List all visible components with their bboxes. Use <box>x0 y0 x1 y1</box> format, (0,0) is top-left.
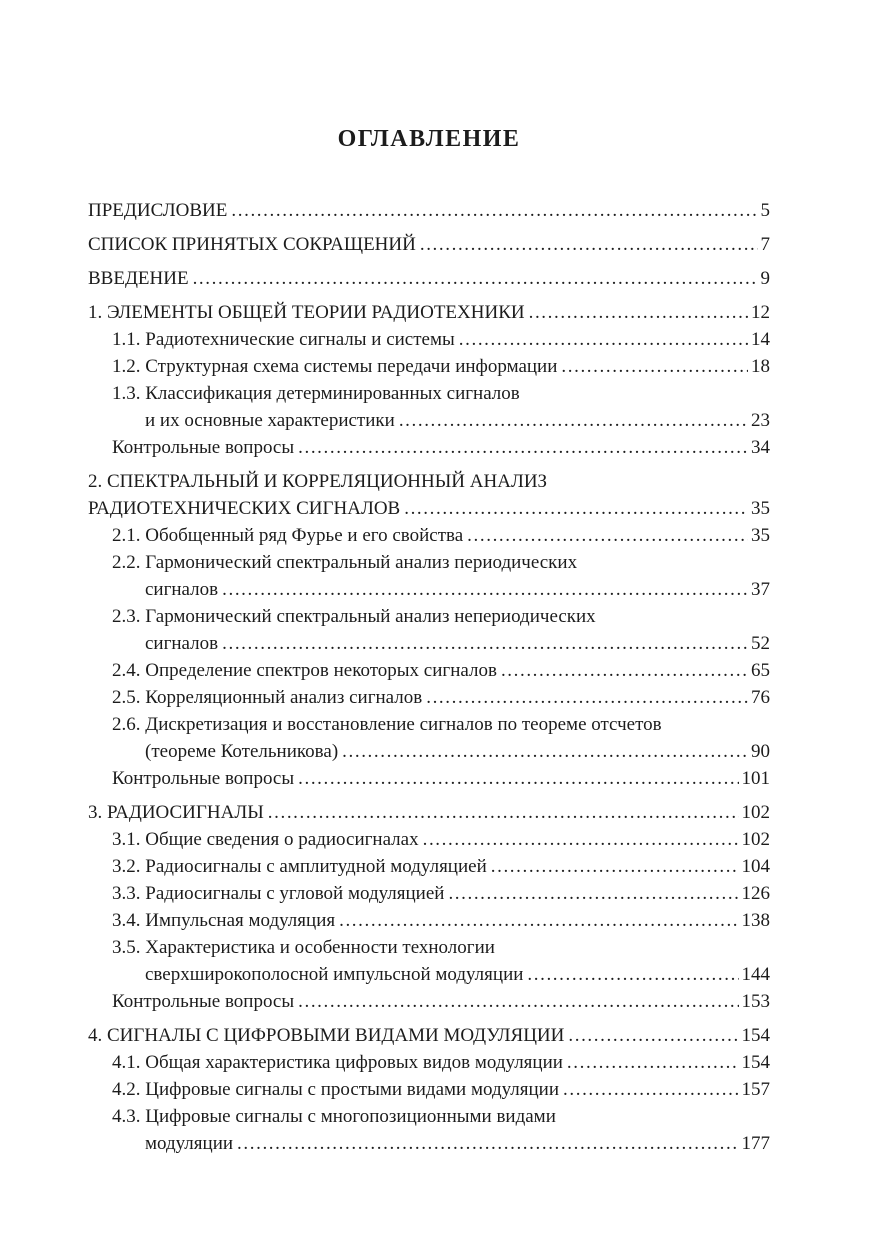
toc-entry <box>88 934 770 961</box>
toc-entry-text: сверхширокополосной импульсной модуляции <box>145 964 524 985</box>
dot-leader <box>268 799 739 826</box>
toc-page-number: 35 <box>751 525 770 546</box>
toc-entry-text: Контрольные вопросы <box>112 991 295 1012</box>
toc-entry-text: 2.1. Обобщенный ряд Фурье и его свойства <box>112 525 464 546</box>
toc-entry <box>88 549 770 576</box>
toc-page-number: 35 <box>751 498 770 519</box>
toc-entry-text: 4.1. Общая характеристика цифровых видов модуляции <box>112 1052 563 1073</box>
dot-leader <box>459 326 748 353</box>
toc-entry-text: 2.2. Гармонический спектральный анализ периодических <box>112 552 578 573</box>
toc-page-number: 101 <box>741 768 770 789</box>
toc-entry-text: 3.1. Общие сведения о радиосигналах <box>112 829 419 850</box>
dot-leader <box>404 495 748 522</box>
dot-leader <box>193 265 758 292</box>
toc-page-number: 7 <box>760 234 770 255</box>
toc-entry <box>88 961 770 988</box>
toc-page-number: 153 <box>741 991 770 1012</box>
toc-page-number: 154 <box>741 1052 770 1073</box>
toc-entry <box>88 380 770 407</box>
toc-page-number: 5 <box>760 200 770 221</box>
toc-entry <box>88 1103 770 1130</box>
toc-entry <box>88 353 770 380</box>
toc-page-number: 9 <box>760 268 770 289</box>
toc-entry-text: 2.4. Определение спектров некоторых сигналов <box>112 660 497 681</box>
toc-page-number: 154 <box>741 1025 770 1046</box>
toc-entry-text: модуляции <box>145 1133 234 1154</box>
dot-leader <box>448 880 738 907</box>
toc-entry-text: 4. СИГНАЛЫ С ЦИФРОВЫМИ ВИДАМИ МОДУЛЯЦИИ <box>88 1025 565 1046</box>
toc-entry <box>88 522 770 549</box>
toc-entry <box>88 988 770 1015</box>
toc-entry <box>88 738 770 765</box>
toc-entry <box>88 468 770 495</box>
toc-page-number: 76 <box>751 687 770 708</box>
dot-leader <box>298 434 748 461</box>
toc-page-number: 126 <box>741 883 770 904</box>
toc-entry <box>88 603 770 630</box>
dot-leader <box>567 1049 739 1076</box>
toc-entry <box>88 1022 770 1049</box>
toc-page-number: 157 <box>741 1079 770 1100</box>
dot-leader <box>491 853 739 880</box>
toc-entry-text: (теореме Котельникова) <box>145 741 339 762</box>
toc-entry-text: РАДИОТЕХНИЧЕСКИХ СИГНАЛОВ <box>88 498 401 519</box>
dot-leader <box>339 907 738 934</box>
toc-entry <box>88 765 770 792</box>
toc-entry-text: сигналов <box>145 633 219 654</box>
toc-page-number: 102 <box>741 829 770 850</box>
toc-entry <box>88 576 770 603</box>
toc-entry-text: сигналов <box>145 579 219 600</box>
dot-leader <box>222 576 748 603</box>
dot-leader <box>423 826 739 853</box>
toc-entry <box>88 231 770 258</box>
dot-leader <box>501 657 748 684</box>
toc-entry <box>88 853 770 880</box>
toc-entry-text: 3.3. Радиосигналы с угловой модуляцией <box>112 883 445 904</box>
dot-leader <box>222 630 748 657</box>
dot-leader <box>467 522 748 549</box>
dot-leader <box>298 988 738 1015</box>
toc-entry-text: Контрольные вопросы <box>112 768 295 789</box>
toc-page-number: 34 <box>751 437 770 458</box>
toc-entry <box>88 1076 770 1103</box>
toc-entry-text: 3.4. Импульсная модуляция <box>112 910 336 931</box>
toc-entry-text: 2.6. Дискретизация и восстановление сигналов по теореме отсчетов <box>112 714 662 735</box>
page-title: ОГЛАВЛЕНИЕ <box>337 126 521 152</box>
toc-page-number: 90 <box>751 741 770 762</box>
toc-entry <box>88 434 770 461</box>
toc-entry-text: 3.2. Радиосигналы с амплитудной модуляцией <box>112 856 487 877</box>
dot-leader <box>426 684 748 711</box>
toc-page-number: 104 <box>741 856 770 877</box>
toc-entry-text: 2. СПЕКТРАЛЬНЫЙ И КОРРЕЛЯЦИОННЫЙ АНАЛИЗ <box>88 471 548 492</box>
toc-entry <box>88 826 770 853</box>
toc-entry <box>88 799 770 826</box>
toc-entry-text: 1. ЭЛЕМЕНТЫ ОБЩЕЙ ТЕОРИИ РАДИОТЕХНИКИ <box>88 302 525 323</box>
toc-page-number: 52 <box>751 633 770 654</box>
toc-page-number: 18 <box>751 356 770 377</box>
toc-entry-text: СПИСОК ПРИНЯТЫХ СОКРАЩЕНИЙ <box>88 234 416 255</box>
toc-entry <box>88 407 770 434</box>
toc-entry-text: 1.1. Радиотехнические сигналы и системы <box>112 329 455 350</box>
toc-entry-text: Контрольные вопросы <box>112 437 295 458</box>
toc-entry <box>88 630 770 657</box>
toc-page-number: 14 <box>751 329 770 350</box>
dot-leader <box>568 1022 738 1049</box>
dot-leader <box>527 961 738 988</box>
toc-entry-text: 1.2. Структурная схема системы передачи информации <box>112 356 558 377</box>
dot-leader <box>399 407 748 434</box>
toc-page-number: 177 <box>741 1133 770 1154</box>
toc-entry <box>88 880 770 907</box>
toc-entry <box>88 907 770 934</box>
toc-entry-text: ВВЕДЕНИЕ <box>88 268 189 289</box>
toc-list <box>88 197 770 1157</box>
toc-entry <box>88 684 770 711</box>
dot-leader <box>529 299 748 326</box>
dot-leader <box>342 738 748 765</box>
toc-entry <box>88 326 770 353</box>
toc-entry-text: 3. РАДИОСИГНАЛЫ <box>88 802 264 823</box>
toc-entry-text: 1.3. Классификация детерминированных сигналов <box>112 383 520 404</box>
toc-page-number: 102 <box>741 802 770 823</box>
toc-page-number: 65 <box>751 660 770 681</box>
toc-entry-text: ПРЕДИСЛОВИЕ <box>88 200 228 221</box>
toc-entry <box>88 1130 770 1157</box>
dot-leader <box>298 765 738 792</box>
toc-entry <box>88 711 770 738</box>
dot-leader <box>420 231 758 258</box>
toc-page-number: 37 <box>751 579 770 600</box>
toc-entry-text: 3.5. Характеристика и особенности технологии <box>112 937 495 958</box>
toc-entry-text: 4.3. Цифровые сигналы с многопозиционными видами <box>112 1106 556 1127</box>
toc-entry <box>88 1049 770 1076</box>
toc-entry-text: 2.3. Гармонический спектральный анализ непериодических <box>112 606 596 627</box>
toc-entry <box>88 495 770 522</box>
dot-leader <box>237 1130 738 1157</box>
toc-page-number: 12 <box>751 302 770 323</box>
toc-entry <box>88 299 770 326</box>
toc-page-number: 23 <box>751 410 770 431</box>
toc-page-number: 144 <box>741 964 770 985</box>
toc-entry <box>88 265 770 292</box>
dot-leader <box>561 353 748 380</box>
toc-entry-text: 4.2. Цифровые сигналы с простыми видами модуляции <box>112 1079 560 1100</box>
toc-page-number: 138 <box>741 910 770 931</box>
toc-entry <box>88 197 770 224</box>
toc-entry-text: 2.5. Корреляционный анализ сигналов <box>112 687 423 708</box>
dot-leader <box>231 197 757 224</box>
dot-leader <box>563 1076 738 1103</box>
toc-entry <box>88 657 770 684</box>
toc-entry-text: и их основные характеристики <box>145 410 395 431</box>
